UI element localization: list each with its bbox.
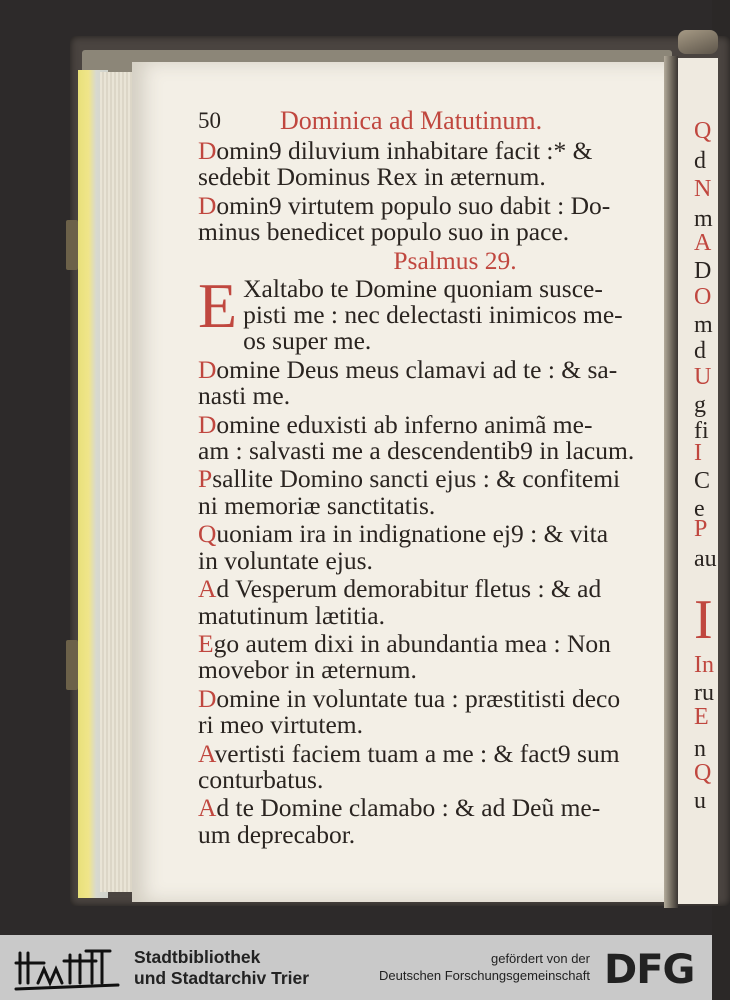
verse-line [198, 138, 672, 164]
facing-page-fragment: n [694, 736, 706, 762]
verse-text: go autem dixi in abundantia mea : Non [213, 628, 611, 658]
rubric-initial: D [198, 683, 217, 713]
verse-line [198, 164, 672, 190]
verse-text: conturbatus. [198, 764, 324, 794]
verse-line [198, 328, 672, 354]
facing-page-fragment: u [694, 788, 706, 814]
facing-page-fragment: E [694, 704, 709, 730]
rubric-initial: Q [198, 519, 217, 549]
rubric-initial: A [198, 574, 217, 604]
verse-text: ni memoriæ sanctitatis. [198, 490, 436, 520]
verse-line [198, 190, 672, 220]
verse [198, 521, 672, 574]
facing-page-fragment: O [694, 284, 712, 310]
verse-line [198, 738, 672, 768]
rubric-initial: E [198, 269, 238, 341]
first-verse [198, 269, 672, 356]
verse [198, 466, 672, 519]
verse-text: omine eduxisti ab inferno animã me- [216, 409, 593, 439]
facing-page-fragment: U [694, 364, 712, 390]
facing-page-fragment: d [694, 148, 706, 174]
dfg-logo: DFG [604, 947, 695, 993]
facing-page-fragment: e [694, 496, 705, 522]
facing-page-fragment: C [694, 468, 711, 494]
rubric-initial: A [198, 738, 215, 768]
rubric-initial: A [198, 793, 217, 823]
verse [198, 354, 672, 411]
institution-line-2: und Stadtarchiv Trier [134, 968, 310, 988]
facing-page-fragment: D [694, 258, 712, 284]
clasp-lower [66, 640, 78, 690]
facing-page-fragment: I [694, 589, 713, 651]
verse-line [198, 545, 672, 575]
verse-text: matutinum lætitia. [198, 600, 385, 630]
rubric-initial: P [198, 464, 213, 494]
page-header [198, 108, 672, 138]
verse-line [198, 819, 672, 849]
funding-line-1: gefördert von der [490, 951, 590, 966]
bookmark-ribbon [678, 30, 718, 54]
verse-line [198, 657, 672, 683]
opening-verses [198, 138, 672, 246]
verse-line [198, 219, 672, 245]
verse-text: omine Deus meus clamavi ad te : & sa- [216, 354, 618, 384]
verse [198, 738, 672, 794]
funding-line-2: Deutschen Forschungsgemeinschaft [378, 968, 590, 983]
funding-note [379, 950, 590, 984]
institution-line-1: Stadtbibliothek [134, 947, 261, 967]
institution-name [134, 947, 309, 989]
verse-text: nasti me. [198, 381, 291, 411]
facing-page-fragment: au [694, 546, 717, 572]
verse-line [198, 764, 672, 794]
facing-page-fragment: ru [694, 680, 714, 706]
verse-line [198, 490, 672, 520]
verse-text: os super me. [243, 326, 372, 356]
verse-text: movebor in æternum. [198, 655, 417, 685]
verse-text: vertisti faciem tuam a me : & fact9 sum [214, 738, 620, 768]
verse-line [198, 600, 672, 630]
verse [198, 138, 672, 191]
verse-line [198, 683, 672, 713]
verse [198, 628, 672, 685]
verse-text: omin9 diluvium inhabitare facit :* & [216, 136, 593, 165]
verse-text: omin9 virtutem populo suo dabit : Do- [216, 190, 611, 220]
facing-page-fragment: g [694, 392, 706, 418]
facing-page-fragment: m [694, 312, 713, 338]
rubric-initial: D [198, 354, 217, 384]
verse-text: am : salvasti me a descendentib9 in lacum. [198, 436, 635, 466]
stadtbibliothek-logo-icon [14, 943, 126, 993]
page-number: 50 [198, 108, 221, 133]
verse-text: d te Domine clamabo : & ad Deũ me- [216, 793, 601, 823]
psalm-verses [198, 354, 672, 849]
facing-page-fragment: P [694, 516, 708, 542]
verse-text: ri meo virtutem. [198, 710, 364, 740]
verse-text: d Vesperum demorabitur fletus : & ad [216, 574, 602, 604]
verse-line [198, 409, 672, 439]
verse-text: uoniam ira in indignatione ej9 : & vita [216, 519, 609, 549]
verse [198, 683, 672, 740]
verse-text: minus benedicet populo suo in pace. [198, 217, 570, 247]
verse-line [198, 576, 672, 602]
verse [198, 576, 672, 629]
psalm-title: Psalmus 29. [393, 245, 517, 275]
rubric-initial: D [198, 190, 217, 220]
verse-text: in voluntate ejus. [198, 545, 373, 575]
verse-line [198, 302, 672, 328]
verse-line [198, 712, 672, 738]
verse-text: um deprecabor. [198, 819, 356, 849]
verse-line [198, 628, 672, 658]
facing-page-fragment: In [694, 652, 714, 678]
verse [198, 409, 672, 466]
verse-line [198, 521, 672, 547]
verse-line [198, 438, 672, 464]
verse-text: sedebit Dominus Rex in æternum. [198, 162, 546, 192]
rubric-initial: D [198, 136, 217, 165]
verse-text: omine in voluntate tua : præstitisti deco [216, 683, 621, 713]
footer-bar [0, 935, 712, 1000]
facing-page-fragment: fi [694, 418, 709, 444]
verse [198, 795, 672, 848]
facing-page-fragment: N [694, 176, 712, 202]
verse-text: sallite Domino sancti ejus : & confitemi [212, 464, 621, 494]
rubric-initial: E [198, 628, 214, 658]
verse-line [198, 354, 672, 384]
verse-line [198, 466, 672, 492]
verse [198, 190, 672, 247]
clasp-upper [66, 220, 78, 270]
verse-text: Xaltabo te Domine quoniam susce- [243, 273, 603, 303]
verse-line [198, 795, 672, 821]
rubric-initial: D [198, 409, 217, 439]
facing-page-fragment: Q [694, 760, 712, 786]
running-head: Dominica ad Matutinum. [280, 106, 543, 135]
verse-line [198, 383, 672, 409]
page-text [198, 108, 672, 850]
verse-with-large-initial [198, 269, 672, 356]
verse-text: pisti me : nec delectasti inimicos me- [243, 300, 623, 330]
facing-page-fragment: I [694, 440, 702, 466]
facing-page-fragment: A [694, 230, 712, 256]
facing-page-fragment: Q [694, 118, 712, 144]
facing-page-fragment: d [694, 338, 706, 364]
facing-page-fragment: m [694, 206, 713, 232]
